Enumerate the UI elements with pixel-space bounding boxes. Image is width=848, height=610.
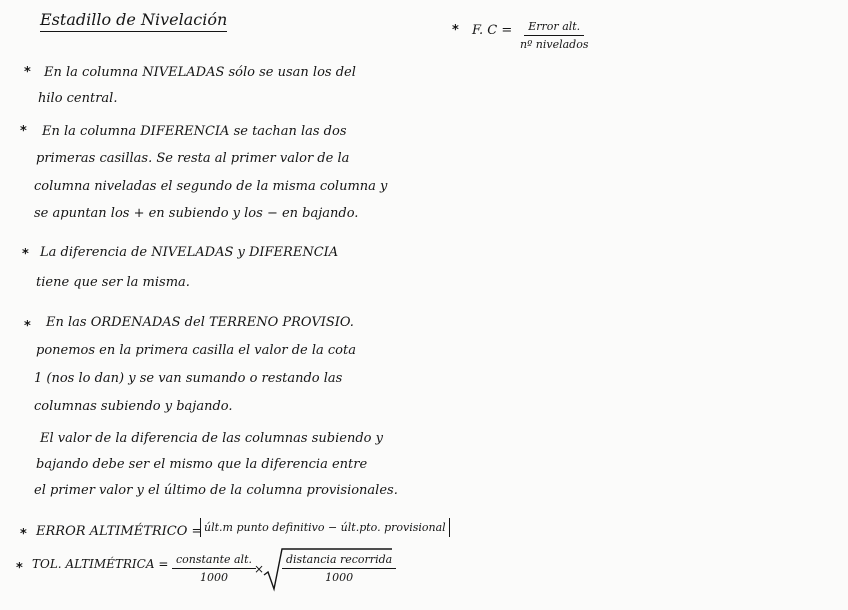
tolerance-bullet: *: [16, 561, 23, 576]
tolerance-fraction-1-denominator: 1000: [200, 571, 228, 584]
section3-line-2: tiene que ser la misma.: [36, 275, 190, 290]
section1-line-1: En la columna NIVELADAS sólo se usan los del: [44, 65, 356, 80]
section3-line-1: La diferencia de NIVELADAS y DIFERENCIA: [40, 245, 339, 260]
tolerance-label: TOL. ALTIMÉTRICA =: [32, 557, 169, 571]
section4-line-2: ponemos en la primera casilla el valor de la cota: [36, 343, 356, 358]
fc-denominator: nº nivelados: [520, 38, 589, 51]
section2-line-1: En la columna DIFERENCIA se tachan las dos: [42, 124, 347, 139]
fc-label: F. C =: [472, 23, 513, 38]
error-bullet: *: [20, 527, 27, 542]
tolerance-fraction-1: [172, 553, 256, 584]
section1-bullet: *: [24, 65, 31, 80]
fc-fraction: [520, 20, 588, 51]
tolerance-fraction-2-numerator: distancia recorrida: [282, 553, 396, 569]
tolerance-fraction-2-denominator: 1000: [325, 571, 354, 584]
section3-bullet: *: [22, 247, 29, 262]
page-title: Estadillo de Nivelación: [40, 12, 227, 32]
tolerance-fraction-2: [282, 553, 396, 584]
section2-line-2: primeras casillas. Se resta al primer valor de la: [36, 151, 350, 166]
error-label: ERROR ALTIMÉTRICO =: [36, 524, 203, 539]
section2-bullet: *: [20, 124, 27, 139]
section4-line-7: el primer valor y el último de la columna provisionales.: [34, 483, 398, 498]
section1-line-2: hilo central.: [38, 91, 118, 106]
section4-line-6: bajando debe ser el mismo que la diferencia entre: [36, 457, 368, 472]
tolerance-fraction-1-numerator: constante alt.: [172, 553, 256, 569]
fc-bullet: *: [452, 23, 459, 38]
fc-numerator: Error alt.: [524, 20, 584, 36]
tolerance-times-sign: ×: [254, 562, 265, 576]
section2-line-3: columna niveladas el segundo de la misma columna y: [34, 179, 388, 194]
section4-line-3: 1 (nos lo dan) y se van sumando o restando las: [34, 371, 343, 386]
error-expression: últ.m punto definitivo − últ.pto. provisional: [200, 518, 450, 537]
section4-line-4: columnas subiendo y bajando.: [34, 399, 233, 414]
section4-line-5: El valor de la diferencia de las columnas subiendo y: [40, 431, 383, 446]
section4-bullet: *: [24, 319, 31, 334]
section4-line-1: En las ORDENADAS del TERRENO PROVISIO.: [46, 315, 354, 330]
section2-line-4: se apuntan los + en subiendo y los − en bajando.: [34, 206, 359, 221]
